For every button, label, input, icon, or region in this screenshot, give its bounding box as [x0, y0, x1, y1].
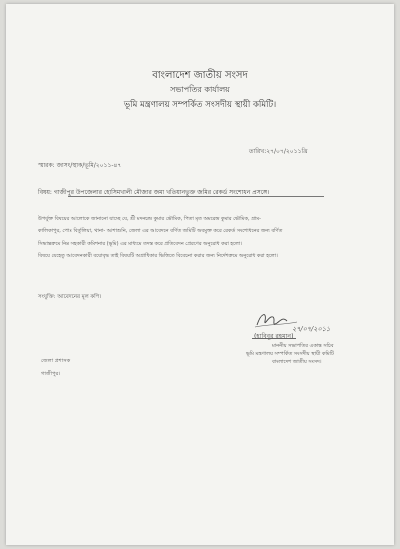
signatory-underline	[252, 338, 296, 339]
recipient-location: গাজীপুর।	[41, 371, 61, 377]
letter-date: তারিখ:২৭/০৭/২০১১খ্রি	[249, 148, 308, 155]
body-line: বিষয়ে যেহেতু আবেদনকারী বয়োবৃদ্ধ তাই বিষয়টি অগ্রাধিকার ভিত্তিতে বিবেচনা করার জন্য নির্দেশক্রমে অনুরোধ করা হলো।	[38, 253, 278, 260]
body-line: সিদ্ধান্তক্রমে নিম্ন সহকারী কমিশনার (ভূমি) এর মাধ্যমে তদন্ত করে প্রতিবেদন প্রেরণের অনুরোধ করা হলো।	[38, 240, 242, 247]
reference-number: স্মারক: জাসং/স্থাক/ভূমি/২০১১-৪৭	[38, 162, 122, 169]
body-line: উপর্যুক্ত বিষয়ের আলোকে জানানো যাচ্ছে যে, শ্রী মদনচন্দ্র কুমার ভৌমিক, পিতা মৃত অমরেন্দ্র কুমার ভৌমিক, গ্রাম-	[38, 216, 261, 222]
signature-date: ২৭/০৭/২০১১	[292, 325, 331, 333]
recipient-title: জেলা প্রশাসক	[41, 358, 71, 364]
letter-body	[38, 213, 358, 263]
letterhead-organization: বাংলাদেশ জাতীয় সংসদ	[152, 70, 248, 81]
subject-underline	[68, 196, 324, 197]
signatory-name: (হাবিবুর রহমান)	[254, 333, 294, 340]
subject-line: বিষয়: গাজীপুর উপজেলার হোসিমখালী মৌজার জমা খতিয়ানভুক্ত জমির রেকর্ড সংশোধন প্রসঙ্গে।	[38, 189, 270, 196]
signatory-office: বাংলাদেশ জাতীয় সংসদ।	[272, 359, 322, 365]
signatory-committee: ভূমি মন্ত্রণালয় সম্পর্কিত সংসদীয় স্থায়ী কমিটি	[246, 351, 334, 357]
body-line: কালিকাপুর, পোঃ বির্তুলিয়া, থানা- আশাশুনি, জেলা এর আবেদনে বর্ণিত জমিটি অবমুক্ত করে রেকর্ড সংশোধনের জন্য বর্ণিত	[38, 228, 283, 235]
letterhead-office: সভাপতির কার্যালয়	[170, 85, 230, 94]
signatory-designation: মাননীয় সভাপতির একান্ত সচিব	[272, 343, 334, 349]
letterhead-committee: ভূমি মন্ত্রণালয় সম্পর্কিত সংসদীয় স্থায়ী কমিটি।	[123, 100, 277, 110]
attachment-note: সংযুক্তি: আবেদনের মূল কপি।	[38, 294, 102, 300]
document-page	[6, 4, 394, 545]
